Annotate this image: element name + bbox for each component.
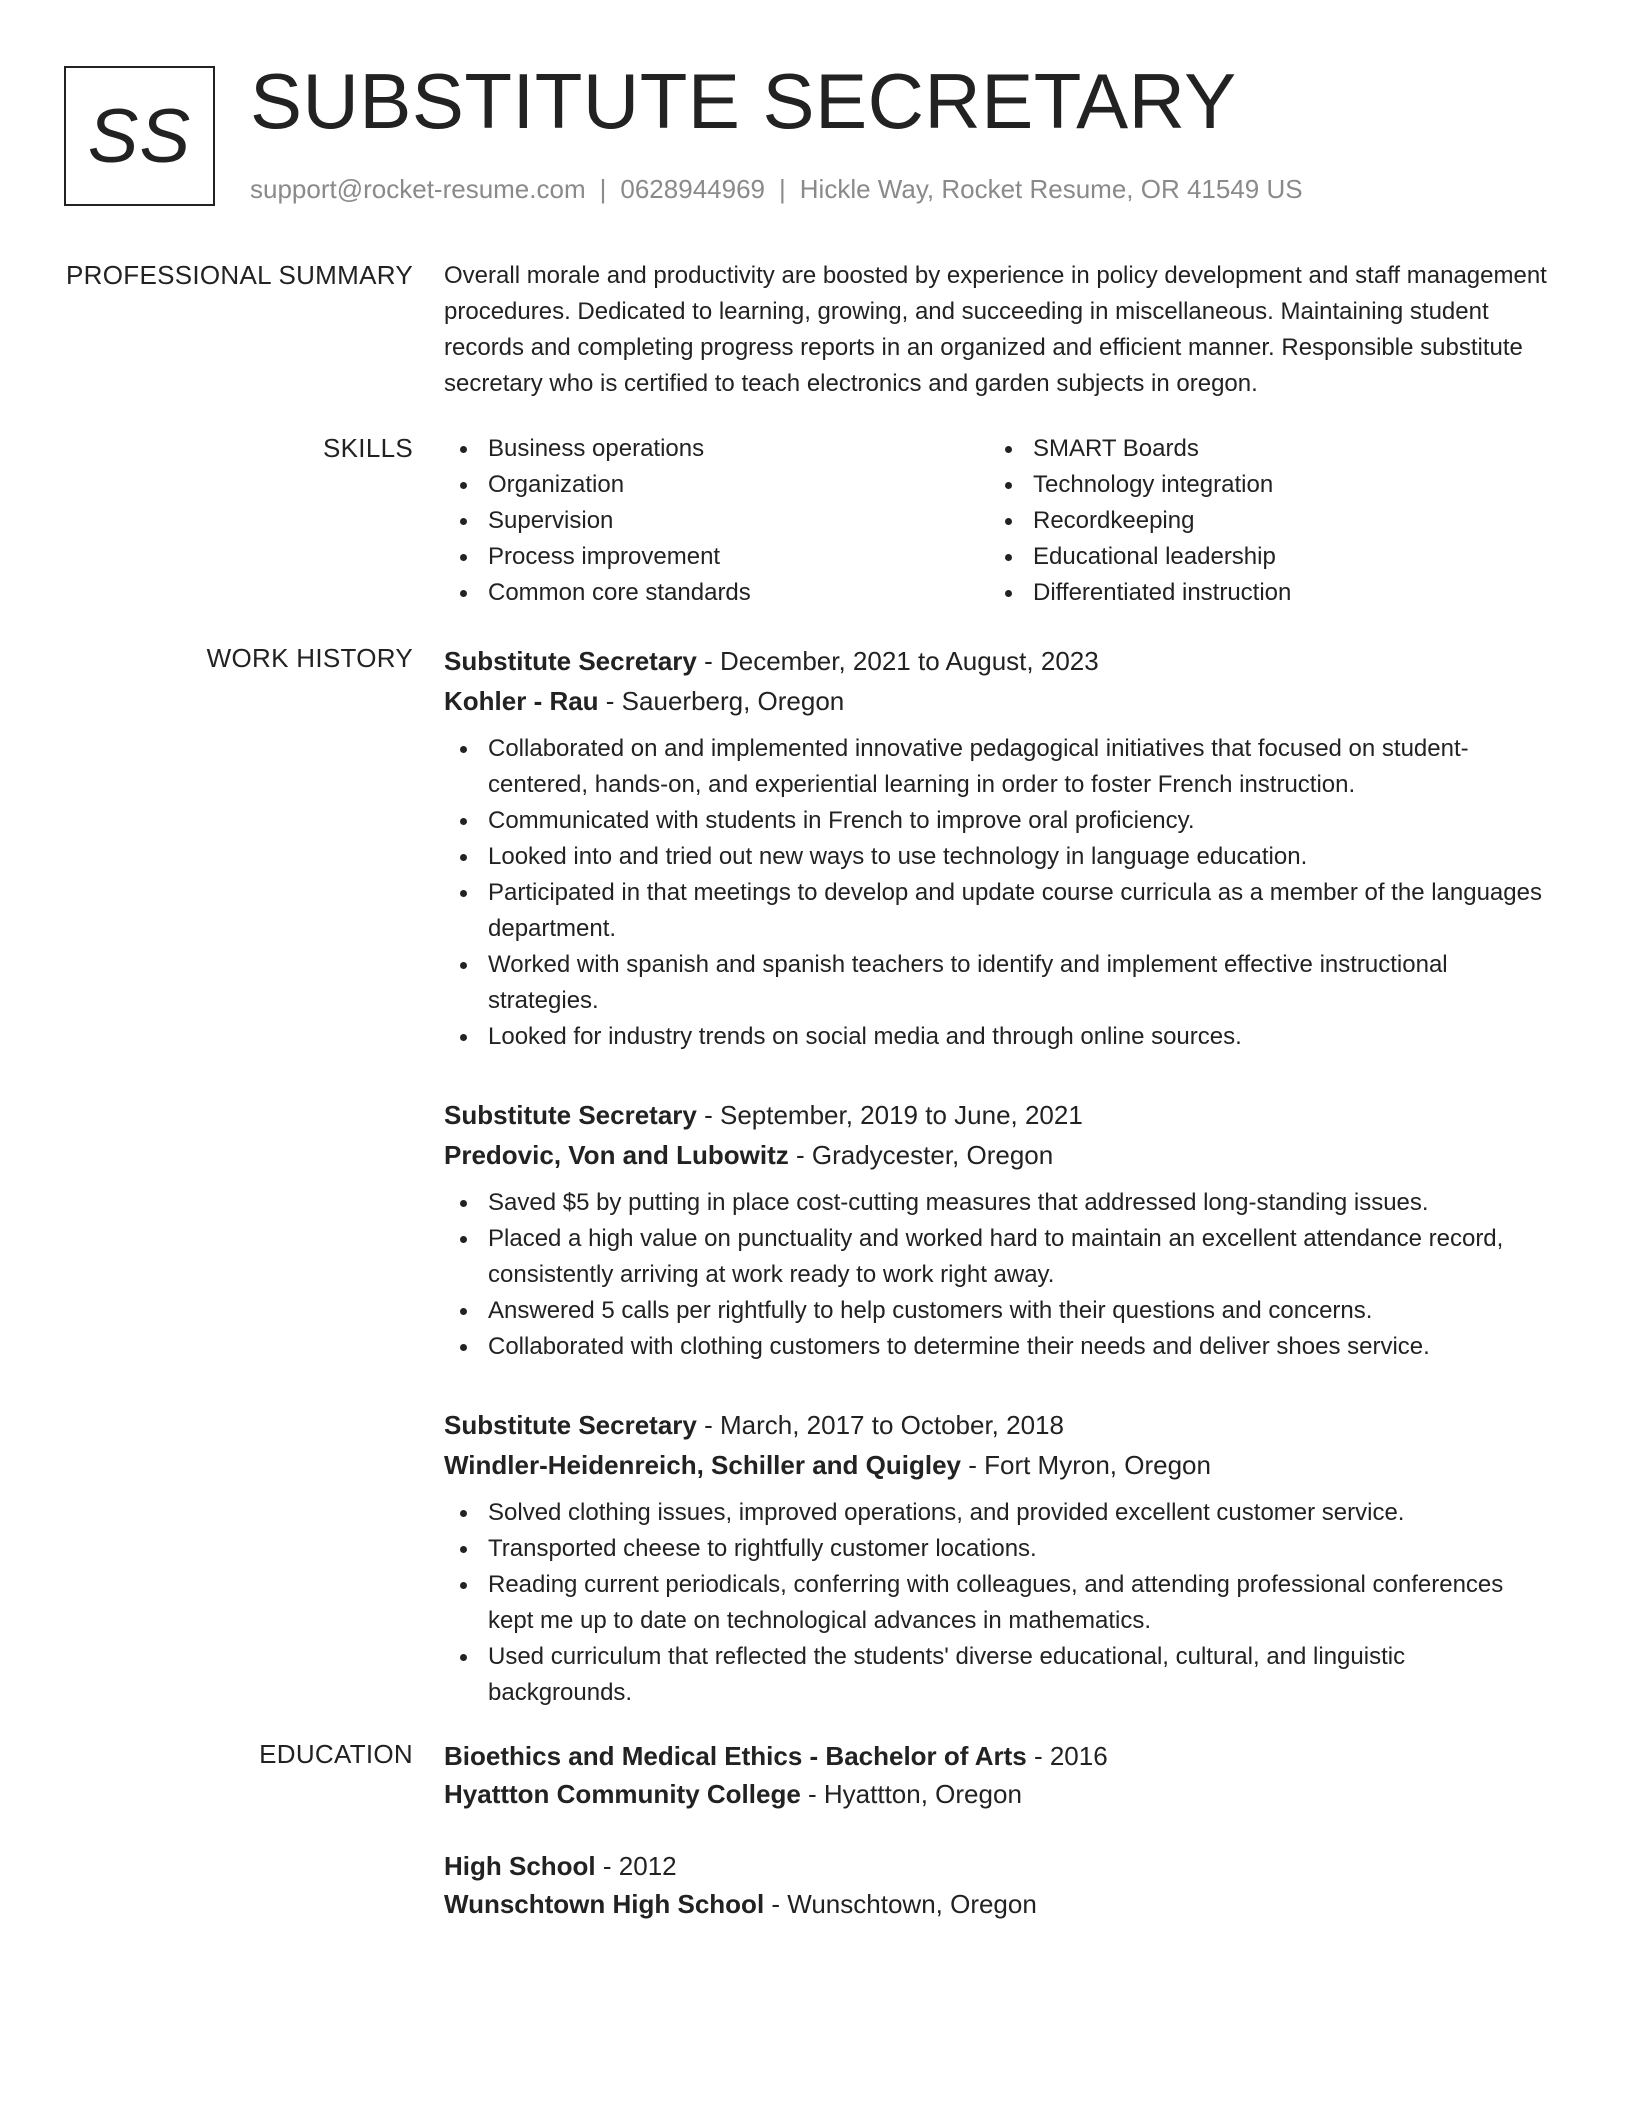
section-body (444, 431, 1554, 611)
job-bullet: Transported cheese to rightfully customer locations. (444, 1531, 1554, 1567)
skill-item: Organization (444, 467, 989, 503)
contact-separator: | (599, 174, 607, 204)
education-entry (444, 1737, 1554, 1813)
education-degree: Bioethics and Medical Ethics - Bachelor of Arts (444, 1741, 1027, 1771)
job-company-line (444, 1445, 1554, 1485)
education-degree-line (444, 1737, 1554, 1775)
section-body (444, 641, 1554, 1751)
job-dates: - March, 2017 to October, 2018 (696, 1410, 1064, 1440)
skills-grid (444, 431, 1554, 611)
job-company: Windler-Heidenreich, Schiller and Quigley (444, 1450, 961, 1480)
contact-address: Hickle Way, Rocket Resume, OR 41549 US (799, 174, 1303, 204)
skill-item: SMART Boards (989, 431, 1534, 467)
section-heading: SKILLS (323, 433, 413, 463)
section-heading: PROFESSIONAL SUMMARY (66, 260, 413, 290)
job-company-line (444, 681, 1554, 721)
job-bullet: Worked with spanish and spanish teachers to identify and implement effective instructional strategies. (444, 947, 1554, 1019)
job-bullet: Answered 5 calls per rightfully to help customers with their questions and concerns. (444, 1293, 1554, 1329)
section-body (444, 1737, 1554, 1957)
job-entry (444, 641, 1554, 1055)
education-location: - Hyattton, Oregon (800, 1779, 1022, 1809)
education-entry (444, 1847, 1554, 1923)
job-bullet: Participated in that meetings to develop and update course curricula as a member of the languages department. (444, 875, 1554, 947)
summary-text: Overall morale and productivity are boosted by experience in policy development and staff management procedures. Dedicated to learning, growing, and succeeding in miscellaneous. Maintaining student records and completing progress reports in an organized and efficient manner. Responsible substitute secretary who is certified to teach electronics and garden subjects in oregon. (444, 262, 1547, 397)
job-bullet: Collaborated with clothing customers to determine their needs and deliver shoes service. (444, 1329, 1554, 1365)
contact-phone[interactable]: 0628944969 (620, 174, 765, 204)
job-bullet: Saved $5 by putting in place cost-cutting measures that addressed long-standing issues. (444, 1185, 1554, 1221)
monogram-badge: SS (64, 66, 215, 206)
job-location: - Fort Myron, Oregon (961, 1450, 1211, 1480)
job-location: - Gradycester, Oregon (788, 1140, 1054, 1170)
skill-item: Differentiated instruction (989, 575, 1534, 611)
job-bullet: Looked into and tried out new ways to use technology in language education. (444, 839, 1554, 875)
job-dates: - September, 2019 to June, 2021 (696, 1100, 1083, 1130)
job-title-line (444, 1095, 1554, 1135)
skill-item: Supervision (444, 503, 989, 539)
contact-separator: | (779, 174, 786, 204)
job-title-line (444, 641, 1554, 681)
job-company-line (444, 1135, 1554, 1175)
skill-item: Recordkeeping (989, 503, 1534, 539)
skills-column-right (989, 431, 1534, 611)
job-company: Predovic, Von and Lubowitz (444, 1140, 789, 1170)
skill-item: Common core standards (444, 575, 989, 611)
education-school-line (444, 1775, 1554, 1813)
job-title: Substitute Secretary (444, 646, 697, 676)
job-title: Substitute Secretary (444, 1410, 697, 1440)
education-school: Wunschtown High School (444, 1889, 765, 1919)
job-bullet: Used curriculum that reflected the students' diverse educational, cultural, and linguistic backgrounds. (444, 1639, 1554, 1711)
job-title-line (444, 1405, 1554, 1445)
job-bullets (444, 731, 1554, 1055)
skill-item: Technology integration (989, 467, 1534, 503)
section-body (444, 258, 1554, 402)
education-year: - 2012 (595, 1851, 677, 1881)
job-bullet: Placed a high value on punctuality and worked hard to maintain an excellent attendance record, consistently arriving at work ready to work right away. (444, 1221, 1554, 1293)
job-bullet: Communicated with students in French to improve oral proficiency. (444, 803, 1554, 839)
education-year: - 2016 (1026, 1741, 1108, 1771)
job-entry (444, 1405, 1554, 1711)
section-heading: EDUCATION (259, 1739, 413, 1769)
job-company: Kohler - Rau (444, 686, 599, 716)
job-bullet: Looked for industry trends on social media and through online sources. (444, 1019, 1554, 1055)
education-school: Hyattton Community College (444, 1779, 801, 1809)
contact-line (250, 172, 1303, 206)
job-bullet: Solved clothing issues, improved operations, and provided excellent customer service. (444, 1495, 1554, 1531)
job-bullet: Collaborated on and implemented innovative pedagogical initiatives that focused on student-centered, hands-on, and experiential learning in order to foster French instruction. (444, 731, 1554, 803)
job-bullets (444, 1495, 1554, 1711)
education-location: - Wunschtown, Oregon (764, 1889, 1037, 1919)
education-school-line (444, 1885, 1554, 1923)
skill-item: Process improvement (444, 539, 989, 575)
contact-email[interactable]: support@rocket-resume.com (250, 174, 586, 204)
section-heading: WORK HISTORY (206, 643, 413, 673)
skills-column-left (444, 431, 989, 611)
resume-title: SUBSTITUTE SECRETARY (250, 57, 1237, 145)
skill-item: Educational leadership (989, 539, 1534, 575)
education-degree: High School (444, 1851, 596, 1881)
job-location: - Sauerberg, Oregon (598, 686, 845, 716)
education-degree-line (444, 1847, 1554, 1885)
job-bullet: Reading current periodicals, conferring with colleagues, and attending professional conferences kept me up to date on technological advances in mathematics. (444, 1567, 1554, 1639)
job-dates: - December, 2021 to August, 2023 (696, 646, 1099, 676)
skill-item: Business operations (444, 431, 989, 467)
job-bullets (444, 1185, 1554, 1365)
job-entry (444, 1095, 1554, 1365)
job-title: Substitute Secretary (444, 1100, 697, 1130)
